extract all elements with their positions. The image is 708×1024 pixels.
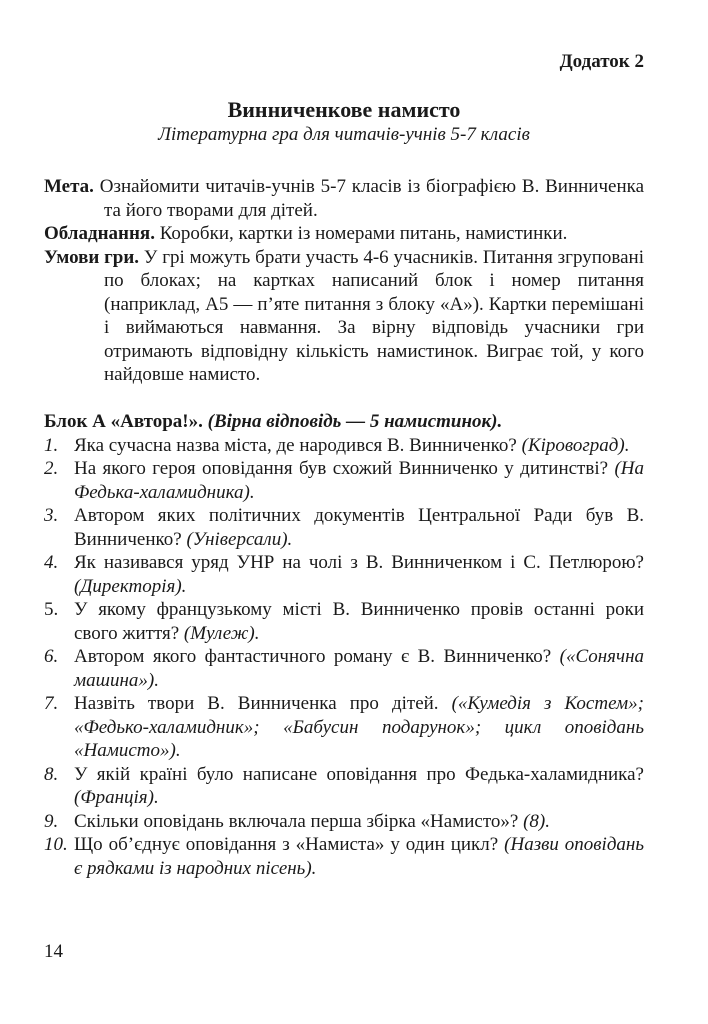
question-number: 2. xyxy=(44,458,59,479)
question-item xyxy=(44,645,644,692)
question-answer: (Франція). xyxy=(74,787,159,808)
question-item xyxy=(44,434,644,458)
question-answer: (Кіровоград). xyxy=(521,434,630,456)
question-text: У якій країні було написане оповідання про Федька-халамидника? xyxy=(74,763,644,785)
question-text: На якого героя оповідання був схожий Винниченко у дитинстві? xyxy=(74,458,609,479)
page-number: 14 xyxy=(44,941,63,962)
page-title: Винниченкове намисто xyxy=(227,97,461,122)
question-text: Назвіть твори В. Винниченка про дітей. xyxy=(74,693,439,714)
question-answer: («Кумедія з Костем»; «Федько-халамидник»; «Бабусин подарунок»; цикл оповідань «Намисто»). xyxy=(74,693,644,761)
question-item xyxy=(44,692,644,763)
rules-paragraph xyxy=(44,246,644,387)
block-note: (Вірна відповідь — 5 намистинок). xyxy=(207,411,503,432)
question-number: 3. xyxy=(44,505,59,526)
equipment-label: Обладнання. xyxy=(44,223,155,244)
question-number: 10. xyxy=(44,834,68,855)
question-number: 4. xyxy=(44,552,59,573)
question-answer: (Назви оповідань є рядками із народних пісень). xyxy=(74,834,645,879)
block-title: Блок А «Автора!». xyxy=(44,411,203,432)
question-text: Автором якого фантастичного роману є В. Винниченко? xyxy=(74,646,552,667)
appendix-label: Додаток 2 xyxy=(559,51,644,72)
question-number: 9. xyxy=(44,810,59,832)
document-page xyxy=(44,0,644,1024)
question-item xyxy=(44,763,644,810)
rules-text: У грі можуть брати участь 4-6 учасників. Питання згруповані по блоках; на картках написаний блок і номер питання (наприклад, А5 — п’яте питання з блоку «А»). Картки перемішані і виймаються навмання. За вірну відповідь учасники гри отримають відповідну кількість намистинок. Виграє той, у кого найдовше намисто. xyxy=(104,246,644,385)
question-block-a xyxy=(44,410,644,880)
question-answer: (8). xyxy=(523,810,550,832)
question-item xyxy=(44,457,644,504)
equipment-paragraph xyxy=(44,222,644,246)
question-text: Яка сучасна назва міста, де народився В. Винниченко? xyxy=(74,434,517,456)
question-item xyxy=(44,551,644,598)
goal-label: Мета. xyxy=(44,176,94,197)
goal-paragraph xyxy=(44,175,644,222)
question-item xyxy=(44,833,644,880)
question-number: 7. xyxy=(44,693,59,714)
question-item xyxy=(44,504,644,551)
question-text: У якому французькому місті В. Винниченко провів останні роки свого життя? xyxy=(74,599,644,644)
question-list xyxy=(44,434,644,881)
question-text: Як називався уряд УНР на чолі з В. Винниченком і С. Петлюрою? xyxy=(74,552,644,573)
question-answer: (Універсали). xyxy=(186,528,293,550)
question-answer: (Мулеж). xyxy=(183,622,260,644)
goal-text: Ознайомити читачів-учнів 5-7 класів із біографією В. Винниченка та його творами для дітей. xyxy=(99,176,644,221)
rules-label: Умови гри. xyxy=(44,246,140,268)
question-item xyxy=(44,598,644,645)
block-heading xyxy=(44,410,644,434)
question-item xyxy=(44,810,644,834)
question-answer: (На Федька-халамидника). xyxy=(74,458,645,503)
question-text: Що об’єднує оповідання з «Намиста» у один цикл? xyxy=(74,834,499,855)
question-number: 1. xyxy=(44,434,59,456)
question-number: 6. xyxy=(44,646,59,667)
question-number: 5. xyxy=(44,599,59,620)
question-number: 8. xyxy=(44,763,59,785)
question-answer: («Сонячна машина»). xyxy=(74,646,645,691)
intro-section xyxy=(44,175,644,387)
page-subtitle: Літературна гра для читачів-учнів 5-7 класів xyxy=(158,124,530,145)
question-text: Автором яких політичних документів Центральної Ради був В. Винниченко? xyxy=(74,505,644,550)
question-answer: (Директорія). xyxy=(74,575,187,597)
equipment-text: Коробки, картки із номерами питань, намистинки. xyxy=(159,223,568,244)
question-text: Скільки оповідань включала перша збірка «Намисто»? xyxy=(74,810,519,832)
